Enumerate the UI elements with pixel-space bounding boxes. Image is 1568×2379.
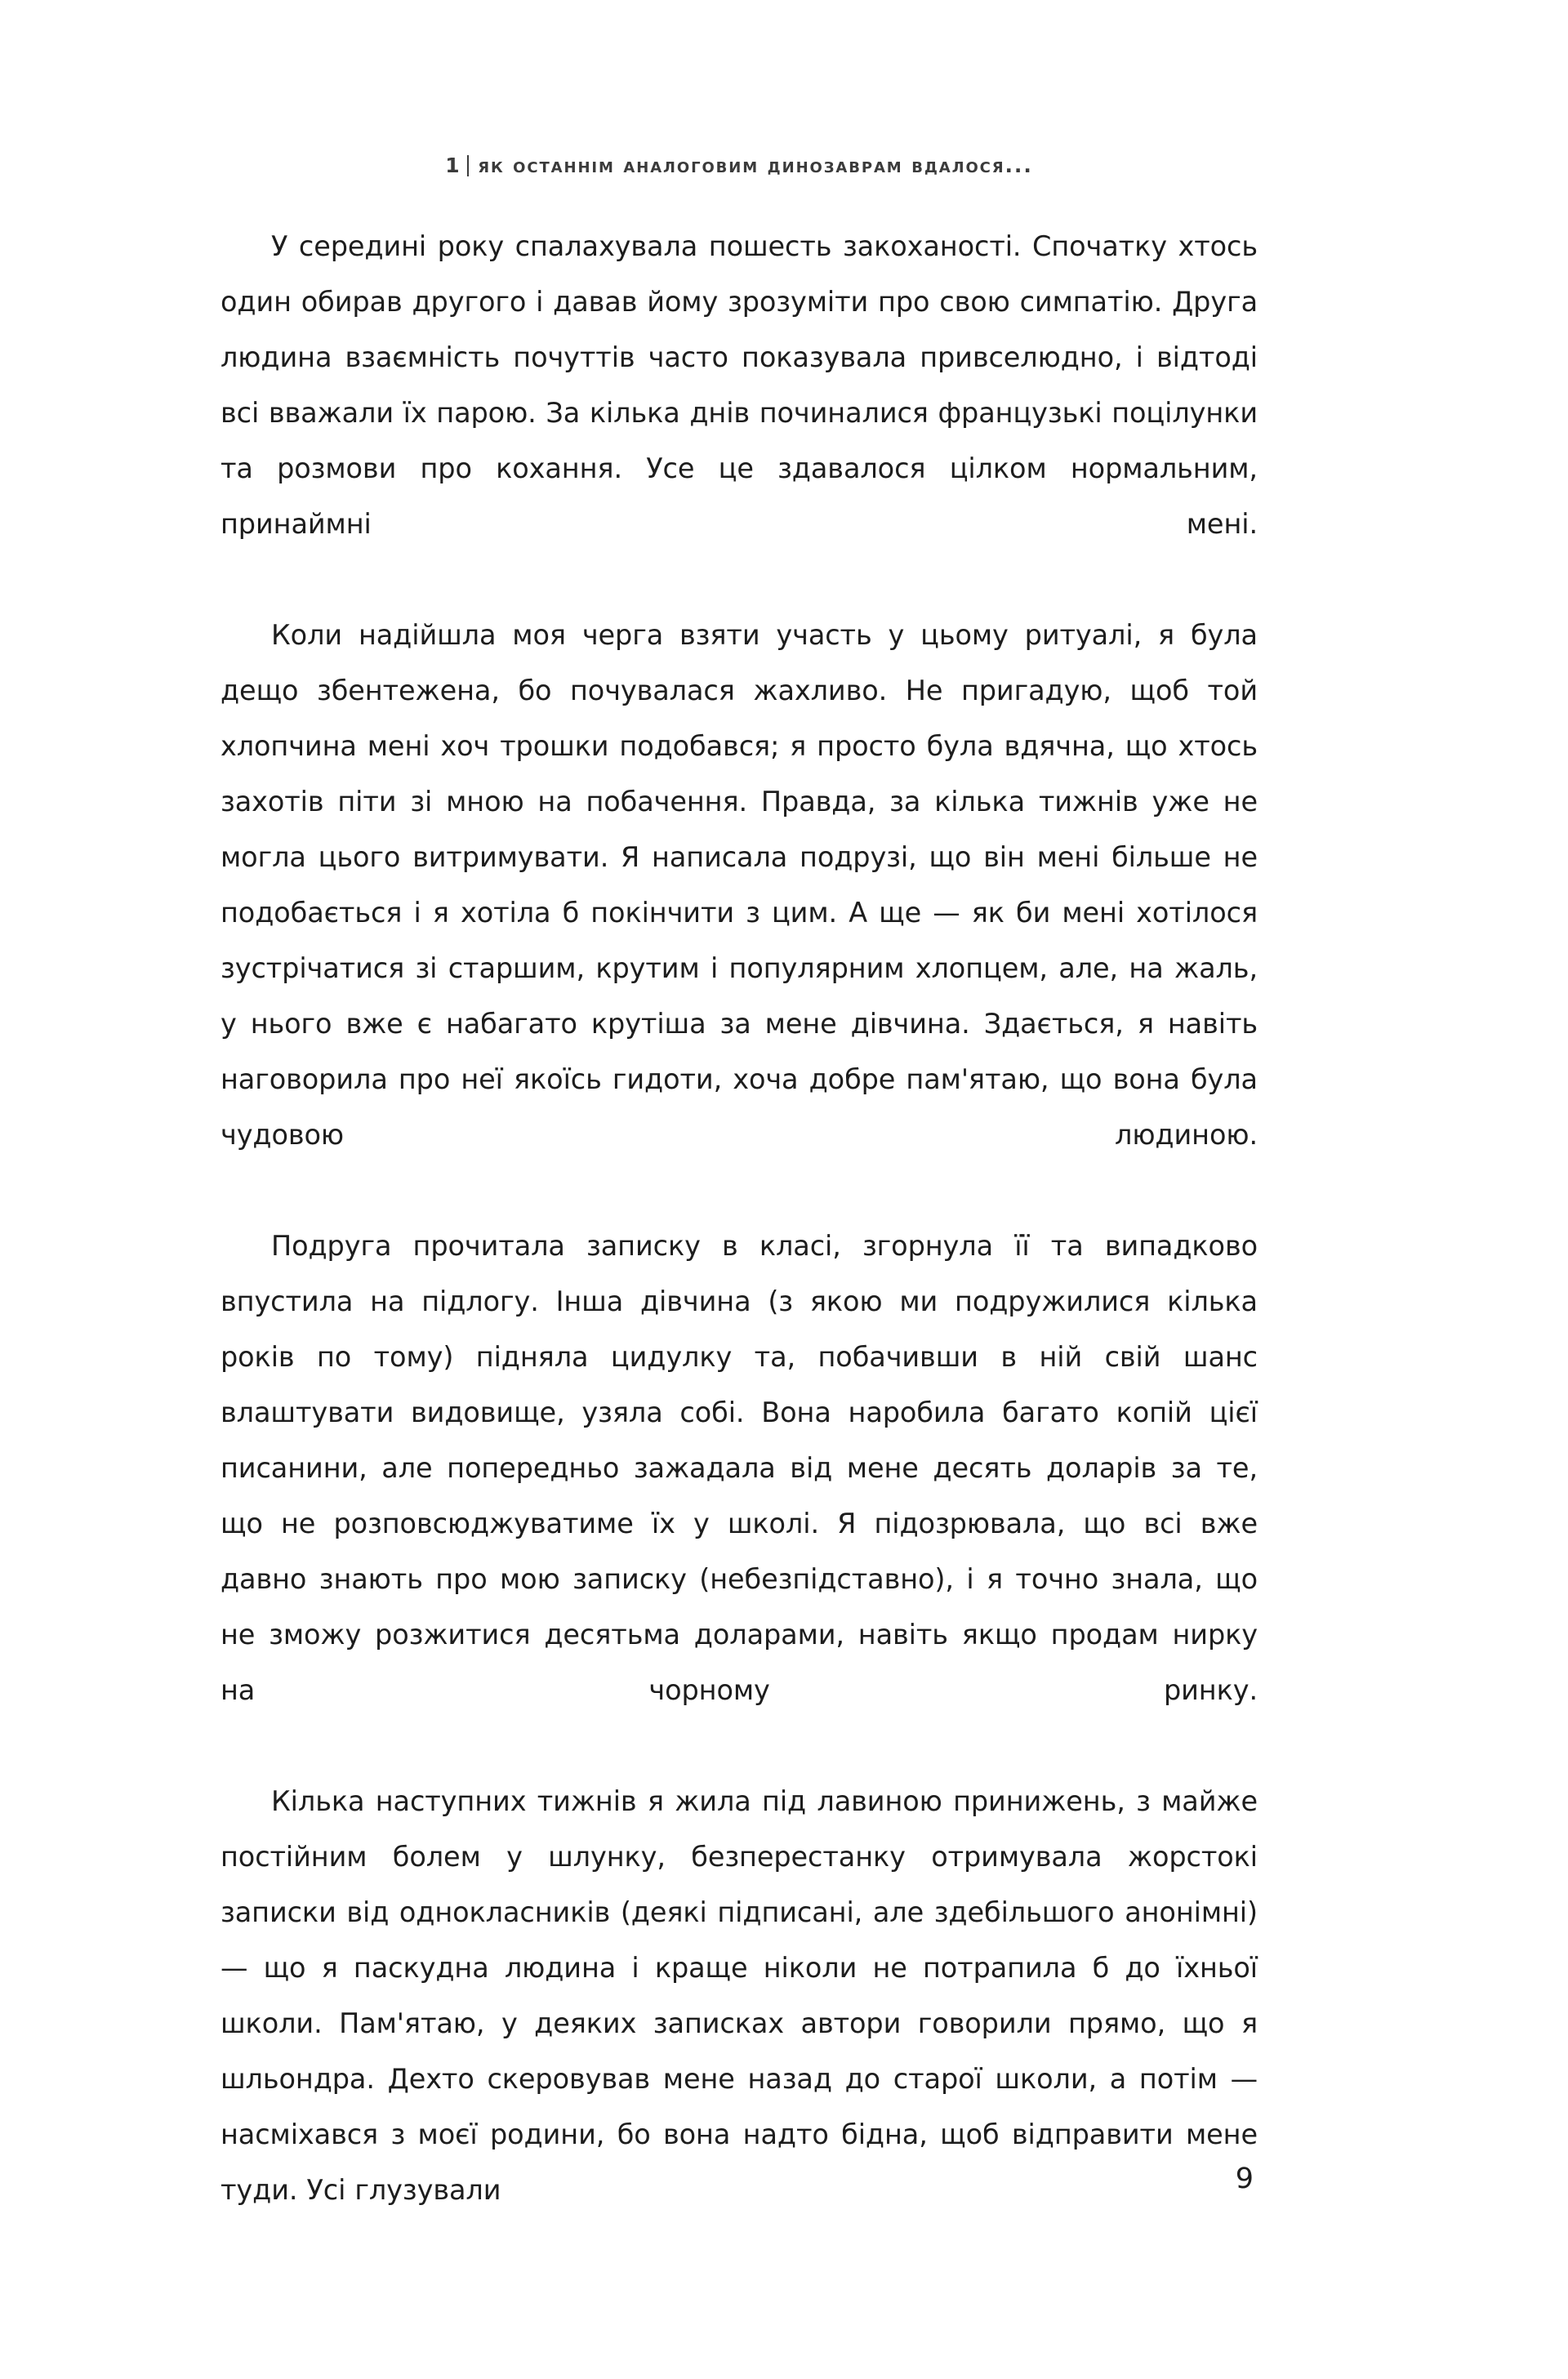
chapter-title: як останнім аналоговим динозаврам вдалося... — [478, 154, 1033, 177]
paragraph: Кілька наступних тижнів я жила під лавиною принижень, з майже постійним болем у шлунку, безперестанку отримувала жорстокі записки від однокласників (деякі підписані, але здебільшого анонімні) — що я паскудна людина і краще ніколи не потрапила б до їхньої школи. Пам'ятаю, у деяких записках автори говорили прямо, що я шльондра. Дехто скеровував мене назад до старої школи, а потім — насміхався з моєї родини, бо вона надто бідна, щоб відправити мене туди. Усі глузували — [220, 1785, 1258, 2206]
header-divider-rule — [467, 155, 469, 176]
paragraph: Коли надійшла моя черга взяти участь у цьому ритуалі, я була дещо збентежена, бо почувалася жахливо. Не пригадую, щоб той хлопчина мені хоч трошки подобався; я просто була вдячна, що хтось захотів піти зі мною на побачення. Правда, за кілька тижнів уже не могла цього витримувати. Я написала подрузі, що він мені більше не подобається і я хотіла б покінчити з цим. А ще — як би мені хотілося зустрічатися зі старшим, крутим і популярним хлопцем, але, на жаль, у нього вже є набагато крутіша за мене дівчина. Здається, я навіть наговорила про неї якоїсь гидоти, хоча добре пам'ятаю, що вона була чудовою людиною. — [220, 619, 1258, 1151]
paragraph: Подруга прочитала записку в класі, згорнула її та випадково впустила на підлогу. Інша дівчина (з якою ми подружилися кілька років по тому) підняла цидулку та, побачивши в ній свій шанс влаштувати видовище, узяла собі. Вона наробила багато копій цієї писанини, але попередньо зажадала від мене десять доларів за те, що не розповсюджуватиме їх у школі. Я підозрювала, що всі вже давно знають про мою записку (небезпідставно), і я точно знала, що не зможу розжитися десятьма доларами, навіть якщо продам нирку на чорному ринку. — [220, 1230, 1258, 1706]
running-header — [220, 154, 1258, 177]
body-text-block — [220, 219, 1258, 2218]
chapter-number: 1 — [445, 154, 461, 177]
page-number: 9 — [1235, 2163, 1254, 2195]
paragraph: У середині року спалахувала пошесть закоханості. Спочатку хтось один обирав другого і давав йому зрозуміти про свою симпатію. Друга людина взаємність почуттів часто показувала привселюдно, і відтоді всі вважали їх парою. За кілька днів починалися французькі поцілунки та розмови про кохання. Усе це здавалося цілком нормальним, принаймні мені. — [220, 230, 1258, 540]
